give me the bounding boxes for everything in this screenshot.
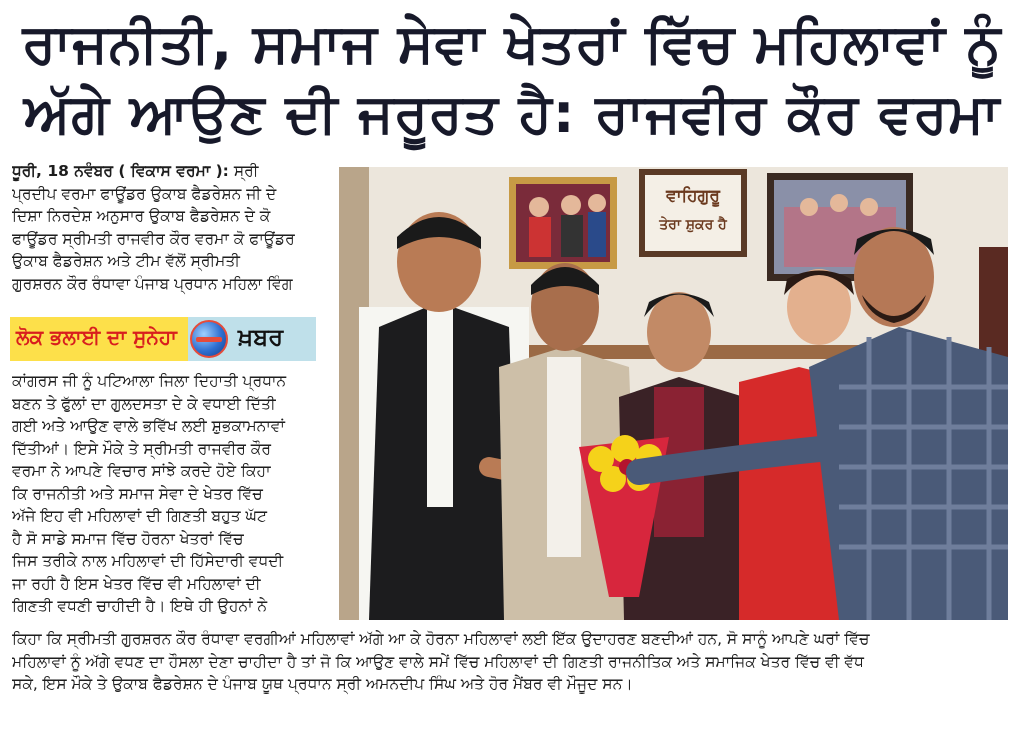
banner-right-text: ਖ਼ਬਰ xyxy=(238,323,284,351)
wall-sign xyxy=(639,169,747,257)
globe-icon xyxy=(190,320,228,358)
article-line: ਕਾਂਗਰਸ ਜੀ ਨੂੰ ਪਟਿਆਲਾ ਜਿਲਾ ਦਿਹਾਤੀ ਪ੍ਰਧਾਨ xyxy=(12,372,287,390)
article-line: ਦਿਸ਼ਾ ਨਿਰਦੇਸ਼ ਅਨੁਸਾਰ ਉਕਾਬ ਫੈਡਰੇਸ਼ਨ ਦੇ ਕੋ xyxy=(12,207,271,225)
article-line: ਕਿਹਾ ਕਿ ਸ੍ਰੀਮਤੀ ਗੁਰਸ਼ਰਨ ਕੌਰ ਰੰਧਾਵਾ ਵਰਗੀਆਂ ਮਹਿਲਾਵਾਂ ਅੱਗੇ ਆ ਕੇ ਹੋਰਨਾ ਮਹਿਲਾਵਾਂ ਲਈ ਇੱਕ ਉਦਾਹਰਣ ਬਣਦੀਆਂ ਹਨ, ਸੋ ਸਾਨੂੰ ਆਪਣੇ ਘਰਾਂ ਵਿੱਚ xyxy=(12,630,870,648)
article-line: ਹੈ ਸੋ ਸਾਡੇ ਸਮਾਜ ਵਿੱਚ ਹੋਰਨਾ ਖੇਤਰਾਂ ਵਿੱਚ xyxy=(12,529,244,548)
article-line: ਗਿਣਤੀ ਵਧਣੀ ਚਾਹੀਦੀ ਹੈ। ਇਥੇ ਹੀ ਉਹਨਾਂ ਨੇ xyxy=(12,597,268,615)
frame-edge-right xyxy=(979,247,1008,357)
article-line: ਅੱਜੇ ਇਹ ਵੀ ਮਹਿਲਾਵਾਂ ਦੀ ਗਿਣਤੀ ਬਹੁਤ ਘੱਟ xyxy=(12,507,267,525)
banner-left-text: ਲੋਕ ਭਲਾਈ ਦਾ ਸੁਨੇਹਾ xyxy=(16,325,177,349)
headline-line-1: ਰਾਜਨੀਤੀ, ਸਮਾਜ ਸੇਵਾ ਖੇਤਰਾਂ ਵਿੱਚ ਮਹਿਲਾਵਾਂ ਨੂੰ xyxy=(22,12,1002,75)
photo-illustration xyxy=(339,167,1008,620)
article-line: ਉਕਾਬ ਫੈਡਰੇਸ਼ਨ ਅਤੇ ਟੀਮ ਵੱਲੋਂ ਸ੍ਰੀਮਤੀ xyxy=(12,252,240,270)
article-line: ਕਿ ਰਾਜਨੀਤੀ ਅਤੇ ਸਮਾਜ ਸੇਵਾ ਦੇ ਖੇਤਰ ਵਿੱਚ xyxy=(12,484,263,503)
article-line: ਮਹਿਲਾਵਾਂ ਨੂੰ ਅੱਗੇ ਵਧਣ ਦਾ ਹੌਸਲਾ ਦੇਣਾ ਚਾਹੀਦਾ ਹੈ ਤਾਂ ਜੋ ਕਿ ਆਉਣ ਵਾਲੇ ਸਮੇਂ ਵਿੱਚ ਮਹਿਲਾਵਾਂ ਦੀ ਗਿਣਤੀ ਰਾਜਨੀਤਿਕ ਅਤੇ ਸਮਾਜਿਕ ਖੇਤਰ ਵਿੱਚ ਵੀ ਵੱਧ xyxy=(12,652,864,671)
article-line: ਗਈ ਅਤੇ ਆਉਣ ਵਾਲੇ ਭਵਿੱਖ ਲਈ ਸ਼ੁਭਕਾਮਨਾਵਾਂ xyxy=(12,417,285,435)
headline-line-2: ਅੱਗੇ ਆਉਣ ਦੀ ਜਰੂਰਤ ਹੈ: ਰਾਜਵੀਰ ਕੌਰ ਵਰਮਾ xyxy=(23,82,1001,145)
dateline: ਧੂਰੀ, 18 ਨਵੰਬਰ ( ਵਿਕਾਸ ਵਰਮਾ ): xyxy=(12,162,229,180)
framed-picture-left xyxy=(509,177,617,269)
article-line: ਬਣਨ ਤੇ ਫੁੱਲਾਂ ਦਾ ਗੁਲਦਸਤਾ ਦੇ ਕੇ ਵਧਾਈ ਦਿੱਤੀ xyxy=(12,394,276,413)
wall-sign-line-1: ਵਾਹਿਗੁਰੂ xyxy=(666,186,720,206)
news-photo xyxy=(339,167,1008,620)
article-line: ਵਰਮਾ ਨੇ ਆਪਣੇ ਵਿਚਾਰ ਸਾਂਝੇ ਕਰਦੇ ਹੋਏ ਕਿਹਾ xyxy=(12,462,271,480)
publication-banner xyxy=(10,317,316,361)
article-line-text: ਸ੍ਰੀ xyxy=(228,162,259,180)
article-line: ਫਾਊਂਡਰ ਸ੍ਰੀਮਤੀ ਰਾਜਵੀਰ ਕੌਰ ਵਰਮਾ ਕੋ ਫਾਊਂਡਰ xyxy=(12,229,295,248)
article-full-width xyxy=(12,628,1012,696)
article-line: ਜਿਸ ਤਰੀਕੇ ਨਾਲ ਮਹਿਲਾਵਾਂ ਦੀ ਹਿੱਸੇਦਾਰੀ ਵਧਦੀ xyxy=(12,552,284,570)
article-line: ਜਾ ਰਹੀ ਹੈ ਇਸ ਖੇਤਰ ਵਿੱਚ ਵੀ ਮਹਿਲਾਵਾਂ ਦੀ xyxy=(12,574,261,593)
banner-left-panel xyxy=(10,317,188,361)
wall-sign-line-2: ਤੇਰਾ ਸ਼ੁਕਰ ਹੈ xyxy=(659,217,727,233)
article-line: ਸਕੇ, ਇਸ ਮੌਕੇ ਤੇ ਉਕਾਬ ਫੈਡਰੇਸ਼ਨ ਦੇ ਪੰਜਾਬ ਯੂਥ ਪ੍ਰਧਾਨ ਸ੍ਰੀ ਅਮਨਦੀਪ ਸਿੰਘ ਅਤੇ ਹੋਰ ਮੈਂਬਰ ਵੀ ਮੌਜੂਦ ਸਨ। xyxy=(12,675,633,693)
article-line: ਪ੍ਰਦੀਪ ਵਰਮਾ ਫਾਊਂਡਰ ਉਕਾਬ ਫੈਡਰੇਸ਼ਨ ਜੀ ਦੇ xyxy=(12,184,277,203)
article-line: ਗੁਰਸ਼ਰਨ ਕੌਰ ਰੰਧਾਵਾ ਪੰਜਾਬ ਪ੍ਰਧਾਨ ਮਹਿਲਾ ਵਿੰਗ xyxy=(12,274,293,293)
article-line xyxy=(12,160,324,183)
article-column-top xyxy=(12,160,324,295)
article-line: ਦਿੱਤੀਆਂ। ਇਸੇ ਮੌਕੇ ਤੇ ਸ੍ਰੀਮਤੀ ਰਾਜਵੀਰ ਕੌਰ xyxy=(12,439,271,458)
article-column-bottom xyxy=(12,370,324,618)
